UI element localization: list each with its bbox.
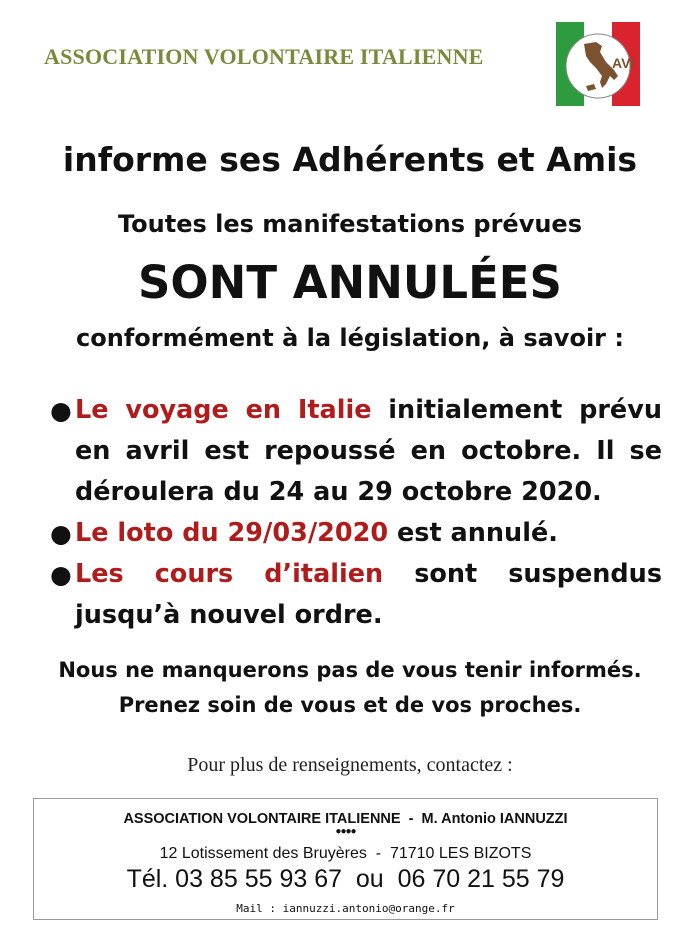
contact-email[interactable]: Mail : iannuzzi.antonio@orange.fr [236, 902, 455, 915]
bullet-highlight: Le voyage en Italie [75, 395, 372, 425]
bullet-icon: ● [50, 396, 72, 425]
subheading-toutes: Toutes les manifestations prévues [118, 210, 582, 238]
contact-address: 12 Lotissement des Bruyères - 71710 LES BIZOTS [159, 845, 532, 862]
bullet-highlight: Le loto du 29/03/2020 [75, 518, 389, 548]
bullet-highlight: Les cours d’italien [75, 559, 384, 589]
bullet-icon: ● [50, 560, 72, 589]
contact-box [33, 798, 658, 920]
bullet-list [48, 390, 662, 636]
bullet-text: initialement prévu en avril est repoussé en octobre. Il se déroulera du 24 au 29 octobre 2020. [75, 395, 662, 507]
closing-line-1: Nous ne manquerons pas de vous tenir informés. [58, 658, 642, 682]
org-header-title: ASSOCIATION VOLONTAIRE ITALIENNE [44, 44, 484, 69]
heading-informe: informe ses Adhérents et Amis [62, 140, 638, 179]
bullet-cours [48, 554, 662, 636]
bullet-icon: ● [50, 519, 72, 548]
logo-text: AVI [612, 55, 635, 71]
avi-logo [556, 22, 640, 106]
bullet-text: sont suspendus jusqu’à nouvel ordre. [75, 559, 662, 630]
heading-sont-annulees: SONT ANNULÉES [138, 256, 562, 309]
contact-dots: ●●●● [335, 826, 356, 837]
closing-line-2: Prenez soin de vous et de vos proches. [118, 693, 582, 717]
contact-intro: Pour plus de renseignements, contactez : [187, 754, 513, 776]
subheading-conformement: conformément à la législation, à savoir : [76, 324, 624, 352]
bullet-loto [48, 513, 662, 554]
bullet-voyage [48, 390, 662, 513]
bullet-text: est annulé. [388, 518, 558, 548]
contact-phone[interactable]: Tél. 03 85 55 93 67 ou 06 70 21 55 79 [126, 865, 565, 893]
contact-name: ASSOCIATION VOLONTAIRE ITALIENNE - M. Antonio IANNUZZI [123, 811, 568, 827]
